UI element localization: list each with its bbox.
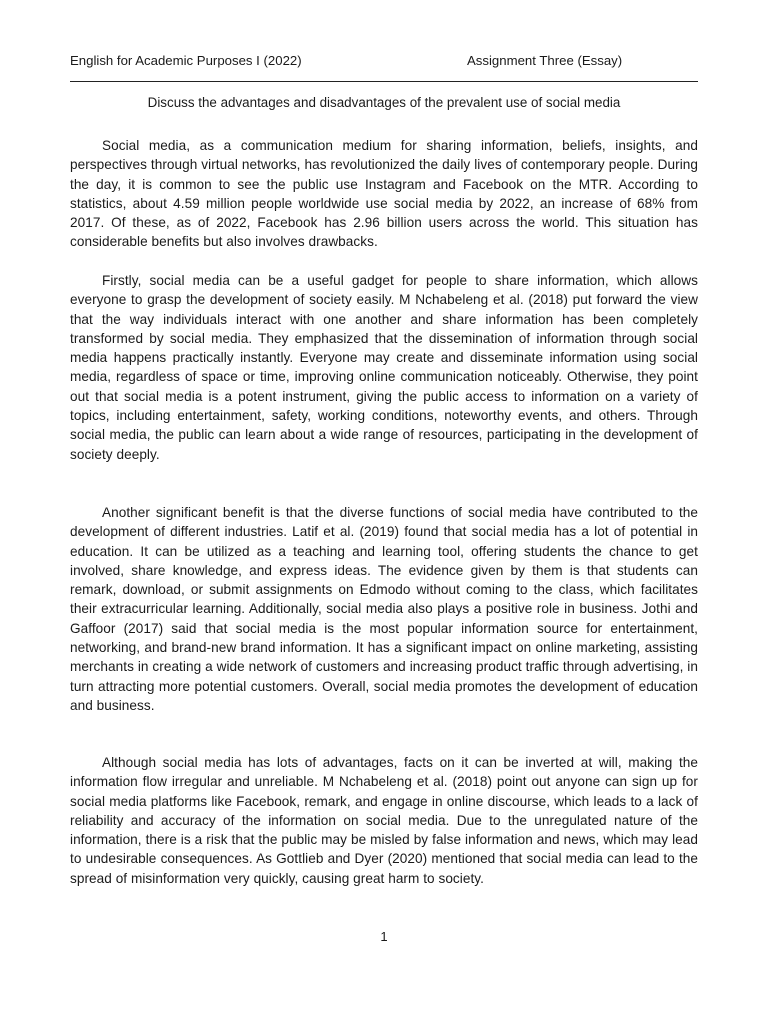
course-title: English for Academic Purposes I (2022) xyxy=(70,53,302,68)
assignment-title: Assignment Three (Essay) xyxy=(467,53,623,68)
page-number: 1 xyxy=(380,929,388,944)
paragraph-intro: Social media, as a communication medium for sharing information, beliefs, insights, and perspectives through virtual networks, has revolutionized the daily lives of contemporary people. During the day, it is common to see the public use Instagram and Facebook on the MTR. According to statistics, about 4.59 million people worldwide use social media by 2022, an increase of 68% from 2017. Of these, as of 2022, Facebook has 2.96 billion users across the world. This situation has considerable benefits but also involves drawbacks. xyxy=(70,138,698,250)
paragraph-industry-development: Another significant benefit is that the diverse functions of social media have contributed to the development of different industries. Latif et al. (2019) found that social media has a lot of potential in education. It can be utilized as a teaching and learning tool, offering students the chance to get involved, share knowledge, and express ideas. The evidence given by them is that students can remark, download, or submit assignments on Edmodo without coming to the class, which facilitates their extracurricular learning. Additionally, social media also plays a positive role in business. Jothi and Gaffoor (2017) said that social media is the most popular information source for entertainment, networking, and brand-new brand information. It has a significant impact on online marketing, assisting merchants in creating a wide network of customers and increasing product traffic through advertising, in turn attracting more potential customers. Overall, social media promotes the development of education and business. xyxy=(70,505,698,713)
paragraph-information-sharing: Firstly, social media can be a useful gadget for people to share information, which allows everyone to grasp the development of society easily. M Nchabeleng et al. (2018) put forward the view that the way individuals interact with one another and share information has been completely transformed by social media. They emphasized that the dissemination of information through social media happens practically instantly. Everyone may create and disseminate information using social media, regardless of space or time, improving online communication noticeably. Otherwise, they point out that social media is a potent instrument, giving the public access to information on a variety of topics, including entertainment, safety, working conditions, noteworthy events, and others. Through social media, the public can learn about a wide range of resources, participating in the development of society deeply. xyxy=(70,273,698,462)
essay-title: Discuss the advantages and disadvantages of the prevalent use of social media xyxy=(147,95,621,110)
paragraph-unreliable-information: Although social media has lots of advantages, facts on it can be inverted at will, making the information flow irregular and unreliable. M Nchabeleng et al. (2018) point out anyone can sign up for social media platforms like Facebook, remark, and engage in online discourse, which leads to a lack of reliability and accuracy of the information on social media. Due to the unregulated nature of the information, there is a risk that the public may be misled by false information and news, which may lead to undesirable consequences. As Gottlieb and Dyer (2020) mentioned that social media can lead to the spread of misinformation very quickly, causing great harm to society. xyxy=(70,755,698,886)
header-rule xyxy=(70,81,698,82)
